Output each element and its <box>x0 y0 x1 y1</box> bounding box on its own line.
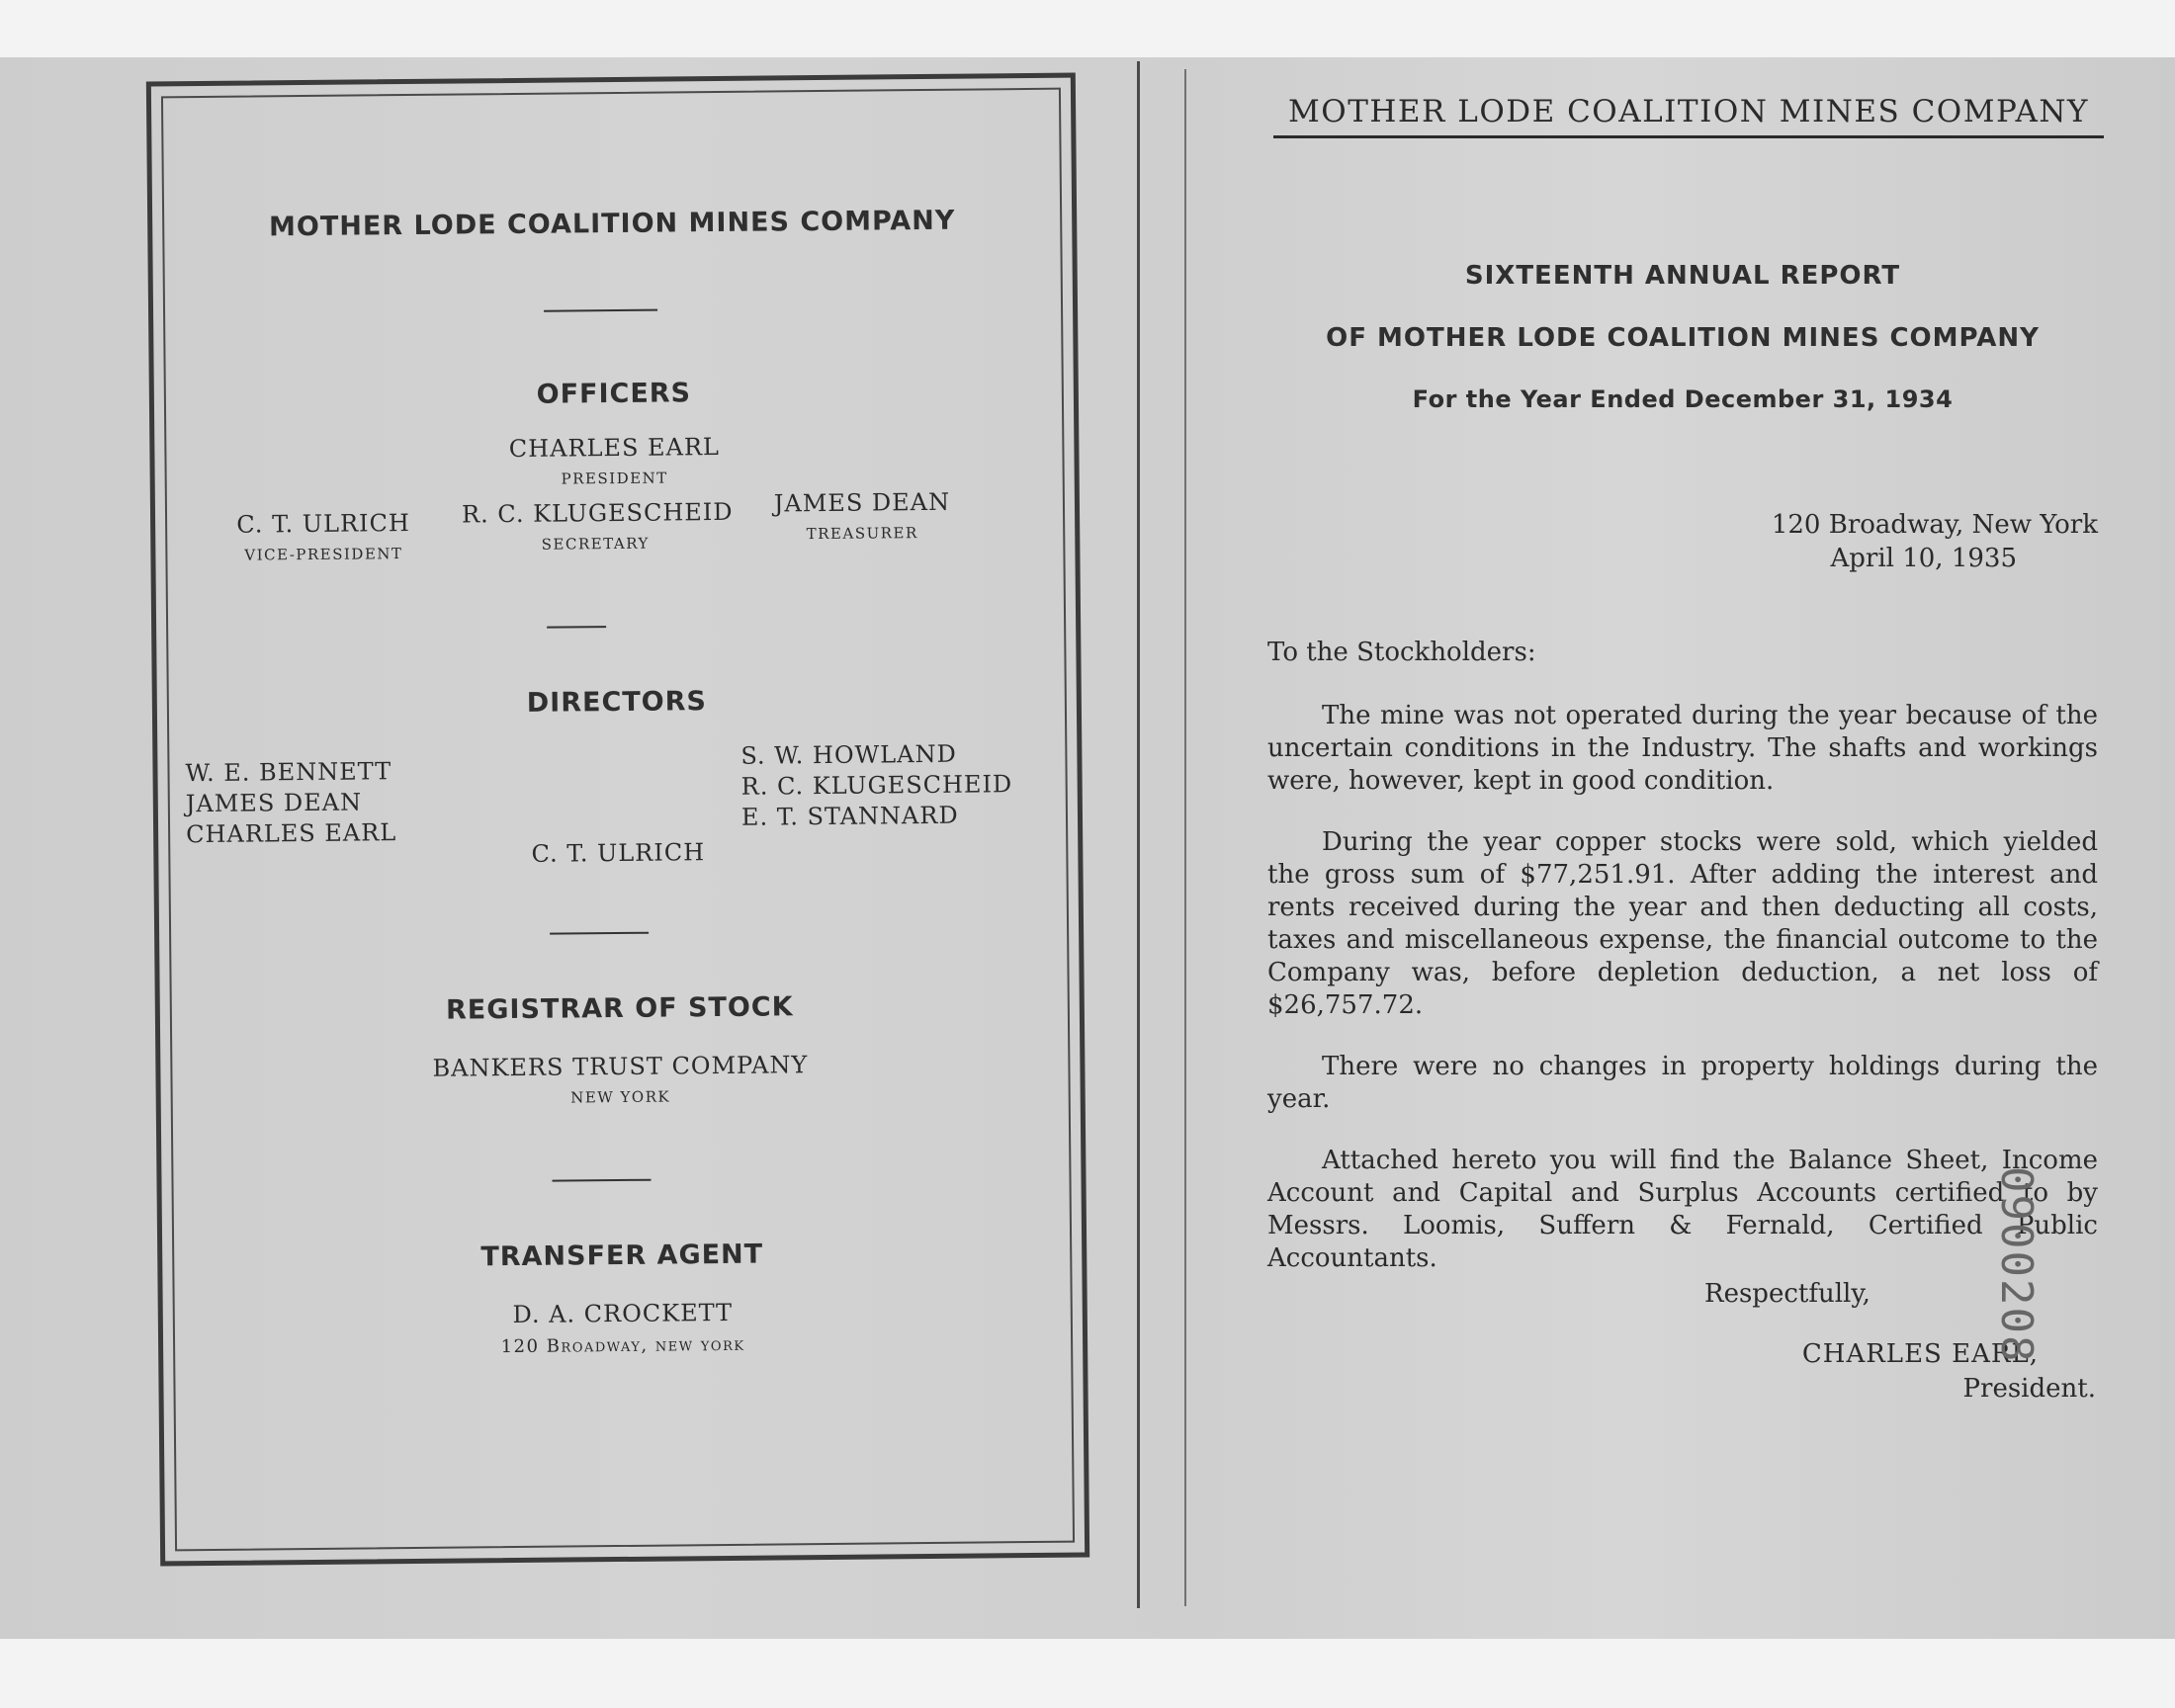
director-name: S. W. HOWLAND <box>740 739 957 770</box>
report-period: For the Year Ended December 31, 1934 <box>1412 385 1954 413</box>
body-paragraph: There were no changes in property holdings during the year. <box>1267 1052 2098 1114</box>
report-company-header: MOTHER LODE COALITION MINES COMPANY <box>1288 94 2089 129</box>
directors-right-list <box>740 738 1012 833</box>
treasurer-name: JAMES DEAN <box>773 487 951 518</box>
vp-name: C. T. ULRICH <box>236 509 410 539</box>
directors-heading: DIRECTORS <box>526 686 708 719</box>
secretary-title: SECRETARY <box>541 534 651 554</box>
director-name: E. T. STANNARD <box>740 801 959 831</box>
officers-panel <box>146 73 1089 1567</box>
registrar-city: NEW YORK <box>570 1087 671 1107</box>
director-name: W. E. BENNETT <box>185 757 392 788</box>
registrar-name: BANKERS TRUST COMPANY <box>432 1051 809 1082</box>
directors-left-list <box>185 756 396 850</box>
body-paragraph: During the year copper stocks were sold, which yielded the gross sum of $77,251.91. After adding the interest and rents received during the year and then deducting all costs, taxes and miscellaneous expense, the financial outcome to the Company was, before depletion deduction, a net loss of $26,757.72. <box>1267 827 2098 1020</box>
director-center-name: C. T. ULRICH <box>531 838 706 868</box>
officers-heading: OFFICERS <box>536 378 692 410</box>
body-paragraph: The mine was not operated during the year because of the uncertain conditions in the Industry. The shafts and workings were, however, kept in good condition. <box>1267 701 2098 796</box>
registrar-heading: REGISTRAR OF STOCK <box>445 991 794 1026</box>
president-title: PRESIDENT <box>561 469 668 488</box>
letter-body <box>1267 700 2098 1275</box>
letter-address: 120 Broadway, New York <box>1771 510 2098 540</box>
page-fold-edge <box>1184 69 1186 1606</box>
closing: Respectfully, <box>1704 1279 1870 1309</box>
letter-date: April 10, 1935 <box>1830 544 2017 573</box>
page-fold-line <box>1137 61 1140 1608</box>
signer-title: President. <box>1962 1374 2096 1404</box>
treasurer-title: TREASURER <box>806 524 918 544</box>
transfer-agent-name: D. A. CROCKETT <box>512 1298 734 1329</box>
archive-stamp-number: 0900208 <box>1991 1166 2042 1364</box>
signer-name: CHARLES EARL, <box>1801 1339 2039 1369</box>
left-company-name: MOTHER LODE COALITION MINES COMPANY <box>268 205 956 243</box>
header-underline <box>1273 135 2104 138</box>
transfer-agent-heading: TRANSFER AGENT <box>480 1238 764 1273</box>
director-name: CHARLES EARL <box>185 818 397 849</box>
director-name: JAMES DEAN <box>185 788 363 818</box>
body-paragraph: Attached hereto you will find the Balance Sheet, Income Account and Capital and Surplus Accounts certified to by Messrs. Loomis, Suffern & Fernald, Certified Public Accountants. <box>1267 1146 2098 1273</box>
report-title-line-1: SIXTEENTH ANNUAL REPORT <box>1464 261 1901 291</box>
vp-title: VICE-PRESIDENT <box>244 545 403 564</box>
president-name: CHARLES EARL <box>508 432 721 464</box>
secretary-name: R. C. KLUGESCHEID <box>461 497 734 529</box>
director-name: R. C. KLUGESCHEID <box>740 770 1013 801</box>
salutation: To the Stockholders: <box>1267 638 1536 667</box>
report-title-line-2: OF MOTHER LODE COALITION MINES COMPANY <box>1326 323 2040 353</box>
transfer-agent-address: 120 Broadway, new york <box>500 1333 745 1358</box>
